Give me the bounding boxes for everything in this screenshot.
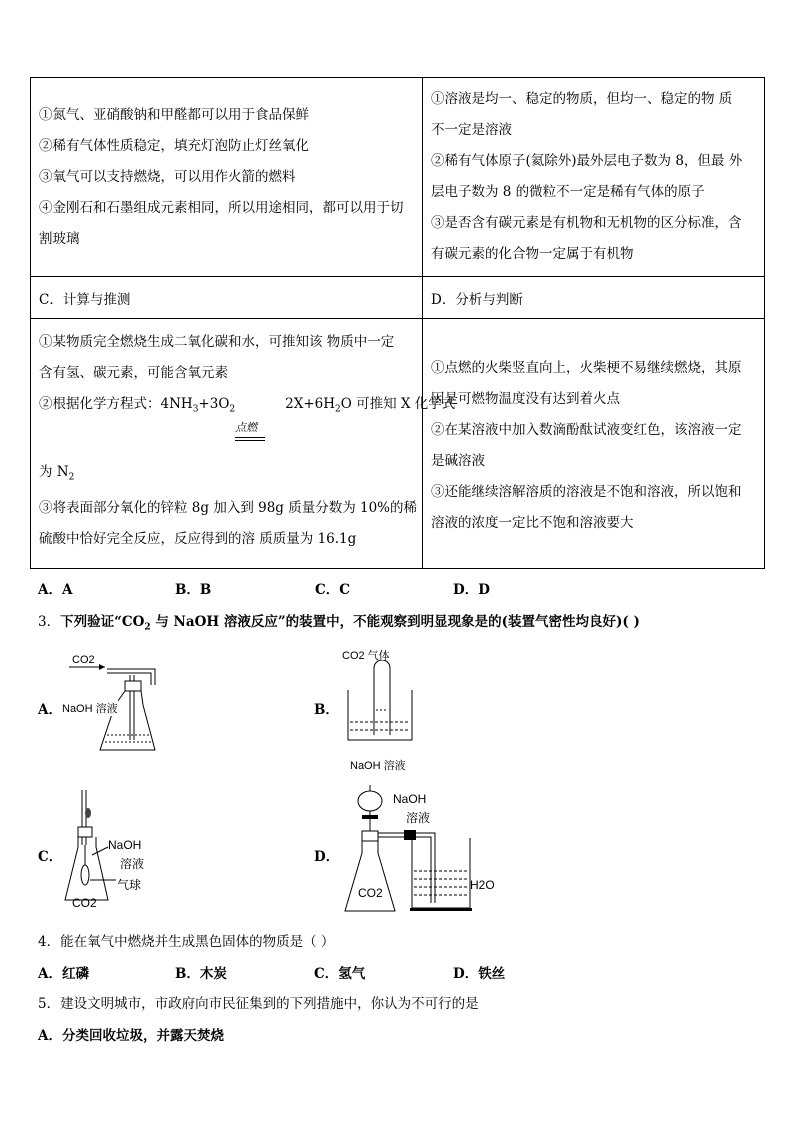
cell-r2-right: D．分析与判断 — [423, 277, 765, 319]
label-a-naoh: NaOH 溶液 — [62, 700, 118, 716]
label-d-h2o: H2O — [470, 878, 495, 892]
equation-line: ②根据化学方程式：$4NH_3+3O_2$ 点燃 $2X+6H_2O$ 可推知 X 化学式 — [39, 389, 414, 426]
q3-option-b[interactable]: B． — [314, 702, 339, 718]
table-row — [31, 277, 765, 319]
q4-option-b[interactable]: B．木炭 — [175, 966, 227, 982]
label-d-co2: CO2 — [358, 886, 383, 900]
table-row — [31, 319, 765, 569]
cell-r1-left: ①氮气、亚硝酸钠和甲醛都可以用于食品保鲜 ②稀有气体性质稳定，填充灯泡防止灯丝氧化 ③氧气可以支持燃烧，可以用作火箭的燃料 ④金刚石和石墨组成元素相同，所以用途相同，都可以用于切 割玻璃 — [31, 78, 423, 277]
q3-option-a[interactable]: A． — [38, 702, 62, 718]
question-3: 3．下列验证“$CO_2$ 与 NaOH 溶液反应”的装置中，不能观察到明显现象是的(装置气密性均良好)( ) — [38, 614, 640, 633]
q2-option-d[interactable]: D．D — [453, 582, 490, 598]
apparatus-b-diagram — [340, 660, 420, 755]
q4-option-c[interactable]: C．氢气 — [314, 966, 366, 982]
table-row — [31, 78, 765, 277]
q5-option-a[interactable]: A．分类回收垃圾，并露天焚烧 — [38, 1028, 224, 1044]
q2-option-b[interactable]: B．B — [175, 582, 212, 598]
cell-r1-right: ①溶液是均一、稳定的物质，但均一、稳定的物 质 不一定是溶液 ②稀有气体原子(氦除外)最外层电子数为 8，但最 外 层电子数为 8 的微粒不一定是稀有气体的原子 ③是否含有碳元素是有机物和无机物的区分标准，含 有碳元素的化合物一定属于有机物 — [423, 78, 765, 277]
cell-r2-left: C．计算与推测 — [31, 277, 423, 319]
q2-option-a[interactable]: A．A — [38, 582, 73, 598]
question-4: 4．能在氧气中燃烧并生成黑色固体的物质是（ ） — [38, 934, 335, 950]
label-d-naoh1: NaOH — [393, 792, 427, 806]
cell-r3-left: ①某物质完全燃烧生成二氧化碳和水，可推知该 物质中一定 含有氢、碳元素，可能含氧元素 ②根据化学方程式：$4NH_3+3O_2$ 点燃 $2X+6H_2O$ 可推知 X 化学式 为 $N_2$ ③将表面部分氧化的锌粒 8g 加入到 98g 质量分数为 10%的稀 硫酸中恰好完全反应，反应得到的溶 质质量为 16.1g — [31, 319, 423, 569]
label-c-co2: CO2 — [72, 896, 97, 910]
label-b-naoh: NaOH 溶液 — [350, 760, 406, 772]
label-a-co2: CO2 — [72, 654, 95, 666]
question-5: 5．建设文明城市，市政府向市民征集到的下列措施中，你认为不可行的是 — [38, 996, 479, 1012]
q4-option-a[interactable]: A．红磷 — [38, 966, 89, 982]
label-d-naoh2: 溶液 — [406, 811, 431, 825]
label-c-ball: 气球 — [117, 878, 142, 892]
q3-option-d[interactable]: D． — [314, 849, 340, 865]
label-c-naoh2: 溶液 — [120, 857, 145, 871]
label-c-naoh1: NaOH — [108, 838, 142, 852]
cell-r3-right: ①点燃的火柴竖直向上，火柴梗不易继续燃烧，其原 因是可燃物温度没有达到着火点 ②在某溶液中加入数滴酚酞试液变红色，该溶液一定 是碱溶液 ③还能继续溶解溶质的溶液是不饱和溶液，所以饱和 溶液的浓度一定比不饱和溶液要大 — [423, 319, 765, 569]
q4-option-d[interactable]: D．铁丝 — [453, 966, 506, 982]
q2-option-c[interactable]: C．C — [315, 582, 350, 598]
label-b-co2: CO2 气体 — [342, 650, 390, 662]
comparison-table — [30, 77, 765, 569]
q3-option-c[interactable]: C． — [38, 849, 63, 865]
